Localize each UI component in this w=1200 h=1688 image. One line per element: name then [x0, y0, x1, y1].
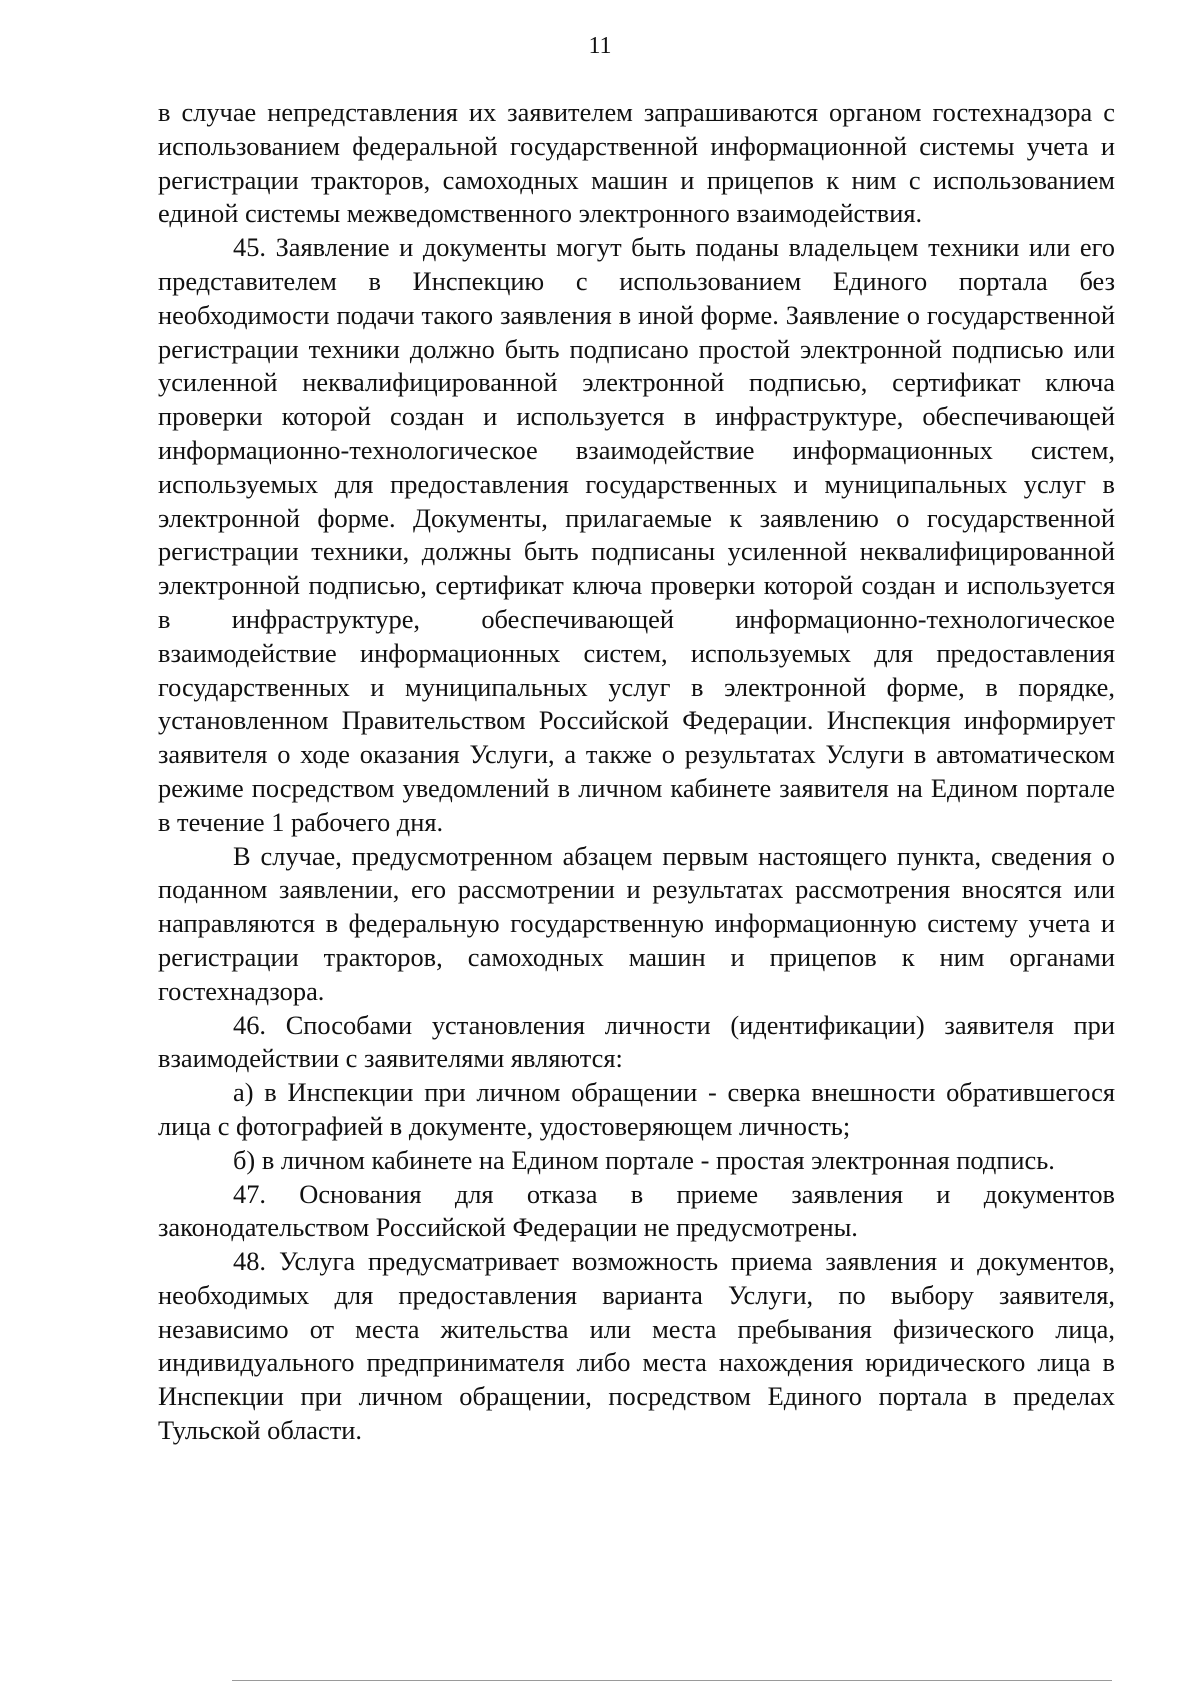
document-body — [158, 96, 1115, 1448]
page-number: 11 — [588, 33, 612, 59]
paragraph-item-48: 48. Услуга предусматривает возможность приема заявления и документов, необходимых для предоставления варианта Услуги, по выбору заявителя, независимо от места жительства или места пребывания физического лица, индивидуального предпринимателя либо места нахождения юридического лица в Инспекции при личном обращении, посредством Единого портала в пределах Тульской области. — [158, 1246, 1115, 1446]
paragraph-item-46: 46. Способами установления личности (идентификации) заявителя при взаимодействии с заявителями являются: — [158, 1009, 1115, 1074]
paragraph-item-46-a: а) в Инспекции при личном обращении - сверка внешности обратившегося лица с фотографией в документе, удостоверяющем личность; — [158, 1077, 1115, 1141]
bottom-rule — [232, 1680, 1112, 1681]
paragraph-item-46-b: б) в личном кабинете на Едином портале - простая электронная подпись. — [233, 1144, 1055, 1175]
paragraph-item-45-second: В случае, предусмотренном абзацем первым настоящего пункта, сведения о поданном заявлении, его рассмотрении и результатах рассмотрения вносятся или направляются в федеральную государственную информационную систему учета и регистрации тракторов, самоходных машин и прицепов к ним органами гостехнадзора. — [158, 840, 1115, 1006]
paragraph-item-47: 47. Основания для отказа в приеме заявления и документов законодательством Российской Федерации не предусмотрены. — [158, 1178, 1115, 1243]
paragraph-item-45: 45. Заявление и документы могут быть поданы владельцем техники или его представителем в Инспекцию с использованием Единого портала без необходимости подачи такого заявления в иной форме. Заявление о государственной регистрации техники должно быть подписано простой электронной подписью или усиленной неквалифицированной электронной подписью, сертификат ключа проверки которой создан и используется в инфраструктуре, обеспечивающей информационно-технологическое взаимодействие информационных систем, используемых для предоставления государственных и муниципальных услуг в электронной форме. Документы, прилагаемые к заявлению о государственной регистрации техники, должны быть подписаны усиленной неквалифицированной электронной подписью, сертификат ключа проверки которой создан и используется в инфраструктуре, обеспечивающей информационно-технологическое взаимодействие информационных систем, используемых для предоставления государственных и муниципальных услуг в электронной форме, в порядке, установленном Правительством Российской Федерации. Инспекция информирует заявителя о ходе оказания Услуги, а также о результатах Услуги в автоматическом режиме посредством уведомлений в личном кабинете заявителя на Едином портале в течение 1 рабочего дня. — [158, 232, 1115, 837]
paragraph-continuation: в случае непредставления их заявителем запрашиваются органом гостехнадзора с использованием федеральной государственной информационной системы учета и регистрации тракторов, самоходных машин и прицепов к ним с использованием единой системы межведомственного электронного взаимодействия. — [158, 97, 1115, 229]
